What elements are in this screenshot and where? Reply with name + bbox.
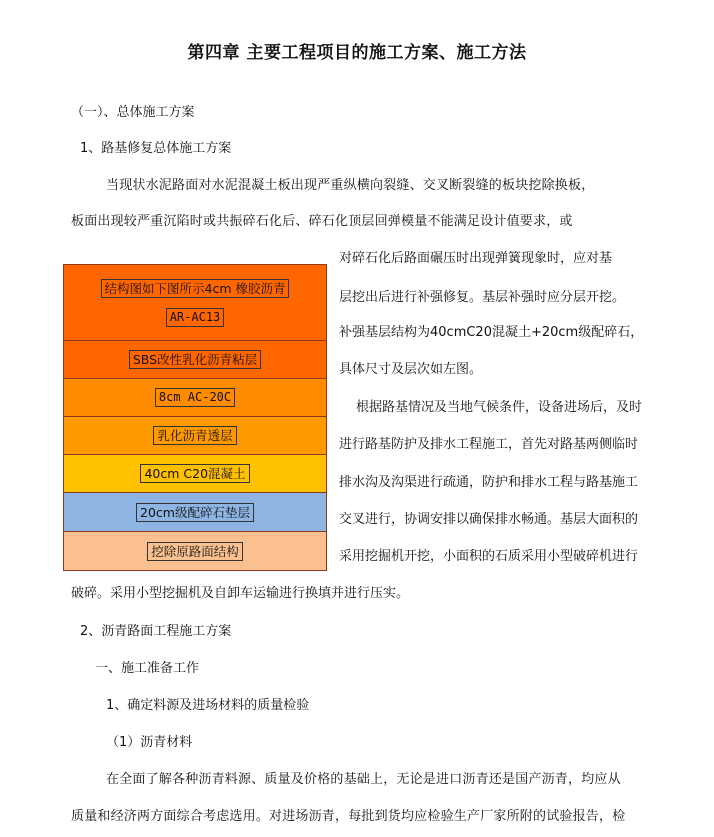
layer-label: 8cm AC-20C [155,388,235,407]
paragraph-line: 排水沟及沟渠进行疏通，防护和排水工程与路基施工 [339,475,639,490]
paragraph-line: 对碎石化后路面碾压时出现弹簧现象时，应对基 [339,251,613,266]
layer-label: 挖除原路面结构 [147,542,243,561]
paragraph-line: 采用挖掘机开挖，小面积的石质采用小型破碎机进行 [339,549,639,564]
layer-graded-gravel [64,493,326,532]
layer-prime-coat [64,417,326,455]
paragraph-line: 当现状水泥路面对水泥混凝土板出现严重纵横向裂缝、交叉断裂缝的板块挖除换板， [106,178,595,193]
paragraph-line: 在全面了解各种沥青料源、质量及价格的基础上，无论是进口沥青还是国产沥青，均应从 [106,772,621,787]
layer-label: SBS改性乳化沥青粘层 [129,350,261,369]
paragraph-line: 破碎。采用小型挖掘机及自卸车运输进行换填并进行压实。 [71,586,410,601]
paragraph-line: 质量和经济两方面综合考虑选用。对进场沥青，每批到货均应检验生产厂家所附的试验报告，检 [71,809,626,824]
pavement-structure-diagram [63,264,327,571]
layer-label: 乳化沥青透层 [153,426,236,445]
subsection-heading: 1、确定料源及进场材料的质量检验 [106,698,310,713]
layer-c20-concrete [64,455,326,493]
paragraph-line: 具体尺寸及层次如左图。 [339,362,483,377]
subsection-heading: 一、施工准备工作 [95,661,200,676]
paragraph-line: 补强基层结构为40cmC20混凝土+20cm级配碎石， [339,325,644,340]
layer-label: 结构图如下图所示4cm 橡胶沥青 [101,279,290,298]
layer-sbs-tack-coat [64,341,326,379]
paragraph-line: 层挖出后进行补强修复。基层补强时应分层开挖。 [339,290,626,305]
layer-ac20c [64,379,326,417]
paragraph-line: 交叉进行，协调安排以确保排水畅通。基层大面积的 [339,512,639,527]
section-heading: （一）、总体施工方案 [71,105,195,120]
page-title: 第四章 主要工程项目的施工方案、施工方法 [187,43,527,63]
paragraph-line: 板面出现较严重沉陷时或共振碎石化后、碎石化顶层回弹模量不能满足设计值要求，或 [71,214,573,229]
paragraph-line: 根据路基情况及当地气候条件，设备进场后，及时 [356,400,643,415]
layer-label: 40cm C20混凝土 [140,464,249,483]
layer-label: AR-AC13 [166,308,225,327]
paragraph-line: 进行路基防护及排水工程施工，首先对路基两侧临时 [339,437,639,452]
subsection-heading: 1、路基修复总体施工方案 [80,141,232,156]
layer-label: 20cm级配碎石垫层 [136,503,254,522]
subsection-heading: （1）沥青材料 [106,735,193,750]
subsection-heading: 2、沥青路面工程施工方案 [80,624,232,639]
layer-rubber-asphalt [64,265,326,341]
layer-remove-existing [64,532,326,570]
